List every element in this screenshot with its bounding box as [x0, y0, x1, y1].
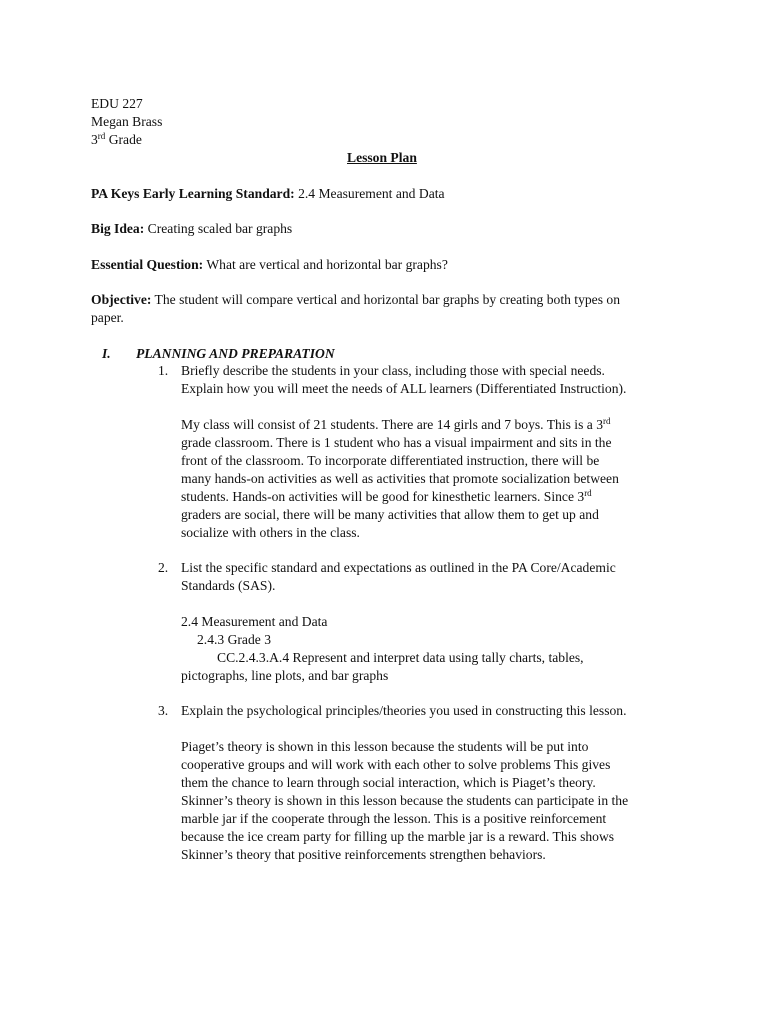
standard-label: PA Keys Early Learning Standard:: [91, 186, 295, 201]
item1-answer-line5: [181, 488, 592, 506]
item2-standard-line3: CC.2.4.3.A.4 Represent and interpret data using tally charts, tables,: [217, 650, 584, 665]
item3-answer-line1: Piaget’s theory is shown in this lesson because the students will be put into: [181, 739, 589, 754]
item3-answer-line2: cooperative groups and will work with each other to solve problems This gives: [181, 757, 611, 772]
item1-answer-line1: [181, 416, 611, 434]
item1-answer-line6: graders are social, there will be many activities that allow them to get up and: [181, 507, 599, 522]
essential-question-label: Essential Question:: [91, 257, 204, 272]
item2-question-line1: List the specific standard and expectations as outlined in the PA Core/Academic: [181, 560, 616, 575]
item3-question-line1: Explain the psychological principles/theories you used in constructing this lesson.: [181, 703, 627, 718]
item3-answer-line4: Skinner’s theory is shown in this lesson because the students can participate in the: [181, 793, 629, 808]
section-numeral: I.: [102, 346, 111, 361]
item1-answer-line5-sup: rd: [584, 488, 592, 498]
essential-question-field: [91, 256, 448, 274]
grade-level: [91, 131, 142, 149]
section-heading: PLANNING AND PREPARATION: [136, 346, 335, 361]
standard-value: 2.4 Measurement and Data: [298, 186, 445, 201]
item3-answer-line5: marble jar if the cooperate through the lesson. This is a positive reinforcement: [181, 811, 607, 826]
item1-question-line2: Explain how you will meet the needs of ALL learners (Differentiated Instruction).: [181, 381, 627, 396]
objective-value-line1: The student will compare vertical and horizontal bar graphs by creating both types on: [154, 292, 620, 307]
item3-answer-line7: Skinner’s theory that positive reinforcements strengthen behaviors.: [181, 847, 546, 862]
document-title: Lesson Plan: [347, 150, 417, 165]
item2-standard-line2: 2.4.3 Grade 3: [197, 632, 271, 647]
item1-question-line1: Briefly describe the students in your class, including those with special needs.: [181, 363, 605, 378]
course-code: EDU 227: [91, 96, 143, 111]
big-idea-label: Big Idea:: [91, 221, 145, 236]
item2-standard-line1: 2.4 Measurement and Data: [181, 614, 328, 629]
standard-field: [91, 185, 445, 203]
item3-answer-line3: them the chance to learn through social interaction, which is Piaget’s theory.: [181, 775, 596, 790]
objective-value-line2: paper.: [91, 310, 124, 325]
essential-question-value: What are vertical and horizontal bar graphs?: [206, 257, 448, 272]
big-idea-value: Creating scaled bar graphs: [147, 221, 293, 236]
item1-answer-line3: front of the classroom. To incorporate differentiated instruction, there will be: [181, 453, 600, 468]
item1-answer-line5-text: students. Hands-on activities will be good for kinesthetic learners. Since 3: [181, 489, 585, 504]
grade-word: Grade: [108, 132, 142, 147]
item1-number: 1.: [158, 363, 169, 378]
objective-label: Objective:: [91, 292, 152, 307]
item3-number: 3.: [158, 703, 169, 718]
objective-field: [91, 291, 620, 309]
item2-number: 2.: [158, 560, 169, 575]
item1-answer-line1-sup: rd: [603, 416, 611, 426]
item2-question-line2: Standards (SAS).: [181, 578, 276, 593]
item1-answer-line4: many hands-on activities as well as activities that promote socialization between: [181, 471, 619, 486]
item1-answer-line7: socialize with others in the class.: [181, 525, 360, 540]
grade-superscript: rd: [97, 131, 106, 141]
item1-answer-line2: grade classroom. There is 1 student who has a visual impairment and sits in the: [181, 435, 612, 450]
item2-standard-line4: pictographs, line plots, and bar graphs: [181, 668, 389, 683]
item1-answer-line1-text: My class will consist of 21 students. There are 14 girls and 7 boys. This is a 3: [181, 417, 603, 432]
grade-number: 3: [91, 132, 98, 147]
student-name: Megan Brass: [91, 114, 163, 129]
item3-answer-line6: because the ice cream party for filling up the marble jar is a reward. This shows: [181, 829, 615, 844]
big-idea-field: [91, 220, 292, 238]
